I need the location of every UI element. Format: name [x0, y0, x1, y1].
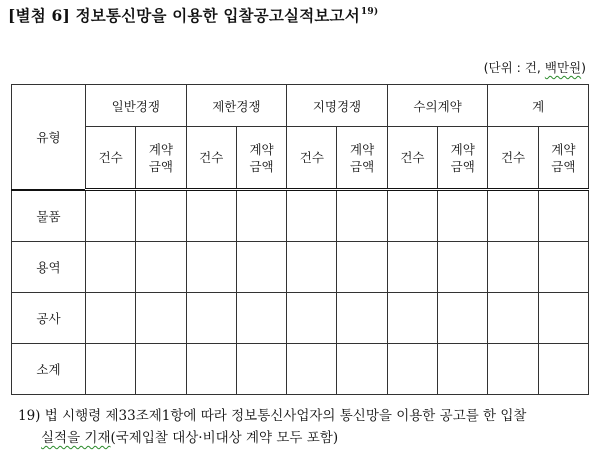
group-header: 지명경쟁: [287, 85, 388, 127]
cell: [538, 242, 588, 293]
group-header: 계: [488, 85, 589, 127]
sub-header-amount: 계약 금액: [438, 127, 488, 190]
cell: [287, 190, 337, 242]
cell: [236, 293, 286, 344]
table-row: [12, 190, 589, 242]
cell: [488, 190, 538, 242]
cell: [287, 293, 337, 344]
sub-header-amount: 계약 금액: [136, 127, 186, 190]
footnote-underlined-text: 실적을 기재: [41, 430, 111, 446]
footnote-rest-text: (국제입찰 대상·비대상 계약 모두 포함): [110, 430, 339, 446]
footnote: [18, 405, 592, 449]
document-title: [8, 4, 378, 26]
table-row: [12, 344, 589, 395]
cell: [86, 190, 136, 242]
cell: [488, 293, 538, 344]
cell: [136, 344, 186, 395]
cell: [136, 293, 186, 344]
title-text: [별첨 6] 정보통신망을 이용한 입찰공고실적보고서: [8, 6, 360, 25]
title-footnote-marker: 19): [360, 7, 379, 17]
cell: [287, 242, 337, 293]
type-header: 유형: [12, 85, 86, 190]
sub-header-count: 건수: [86, 127, 136, 190]
table-row: [12, 242, 589, 293]
footnote-line-1: 19) 법 시행령 제33조제1항에 따라 정보통신사업자의 통신망을 이용한 공고를 한 입찰: [18, 408, 527, 424]
row-label: 용역: [12, 242, 86, 293]
cell: [387, 242, 437, 293]
sub-header-amount: 계약 금액: [538, 127, 588, 190]
cell: [236, 242, 286, 293]
sub-header-amount: 계약 금액: [236, 127, 286, 190]
cell: [387, 190, 437, 242]
cell: [337, 190, 387, 242]
cell: [337, 344, 387, 395]
sub-header-count: 건수: [186, 127, 236, 190]
cell: [287, 344, 337, 395]
unit-close-paren: ): [581, 60, 586, 75]
cell: [86, 344, 136, 395]
cell: [86, 293, 136, 344]
unit-note: [484, 58, 586, 76]
unit-open-paren: (: [483, 60, 489, 75]
table-header-row: [12, 85, 589, 127]
cell: [538, 344, 588, 395]
cell: [337, 293, 387, 344]
row-label: 공사: [12, 293, 86, 344]
cell: [186, 344, 236, 395]
footnote-line-2: [18, 427, 592, 449]
sub-header-count: 건수: [287, 127, 337, 190]
cell: [538, 293, 588, 344]
group-header: 일반경쟁: [86, 85, 187, 127]
cell: [86, 242, 136, 293]
cell: [136, 190, 186, 242]
cell: [136, 242, 186, 293]
cell: [186, 190, 236, 242]
cell: [186, 293, 236, 344]
cell: [236, 190, 286, 242]
row-label: 물품: [12, 190, 86, 242]
cell: [488, 344, 538, 395]
table-row: [12, 293, 589, 344]
cell: [337, 242, 387, 293]
unit-million-won: 백만원: [544, 60, 582, 75]
cell: [438, 293, 488, 344]
sub-header-amount: 계약 금액: [337, 127, 387, 190]
cell: [186, 242, 236, 293]
cell: [236, 344, 286, 395]
cell: [438, 344, 488, 395]
group-header: 수의계약: [387, 85, 488, 127]
sub-header-count: 건수: [488, 127, 538, 190]
cell: [387, 293, 437, 344]
unit-label: 단위 : 건,: [488, 60, 545, 75]
row-label: 소계: [12, 344, 86, 395]
cell: [438, 190, 488, 242]
sub-header-count: 건수: [387, 127, 437, 190]
cell: [438, 242, 488, 293]
table-subheader-row: [12, 127, 589, 190]
report-table: [11, 84, 589, 395]
cell: [538, 190, 588, 242]
cell: [387, 344, 437, 395]
group-header: 제한경쟁: [186, 85, 287, 127]
cell: [488, 242, 538, 293]
